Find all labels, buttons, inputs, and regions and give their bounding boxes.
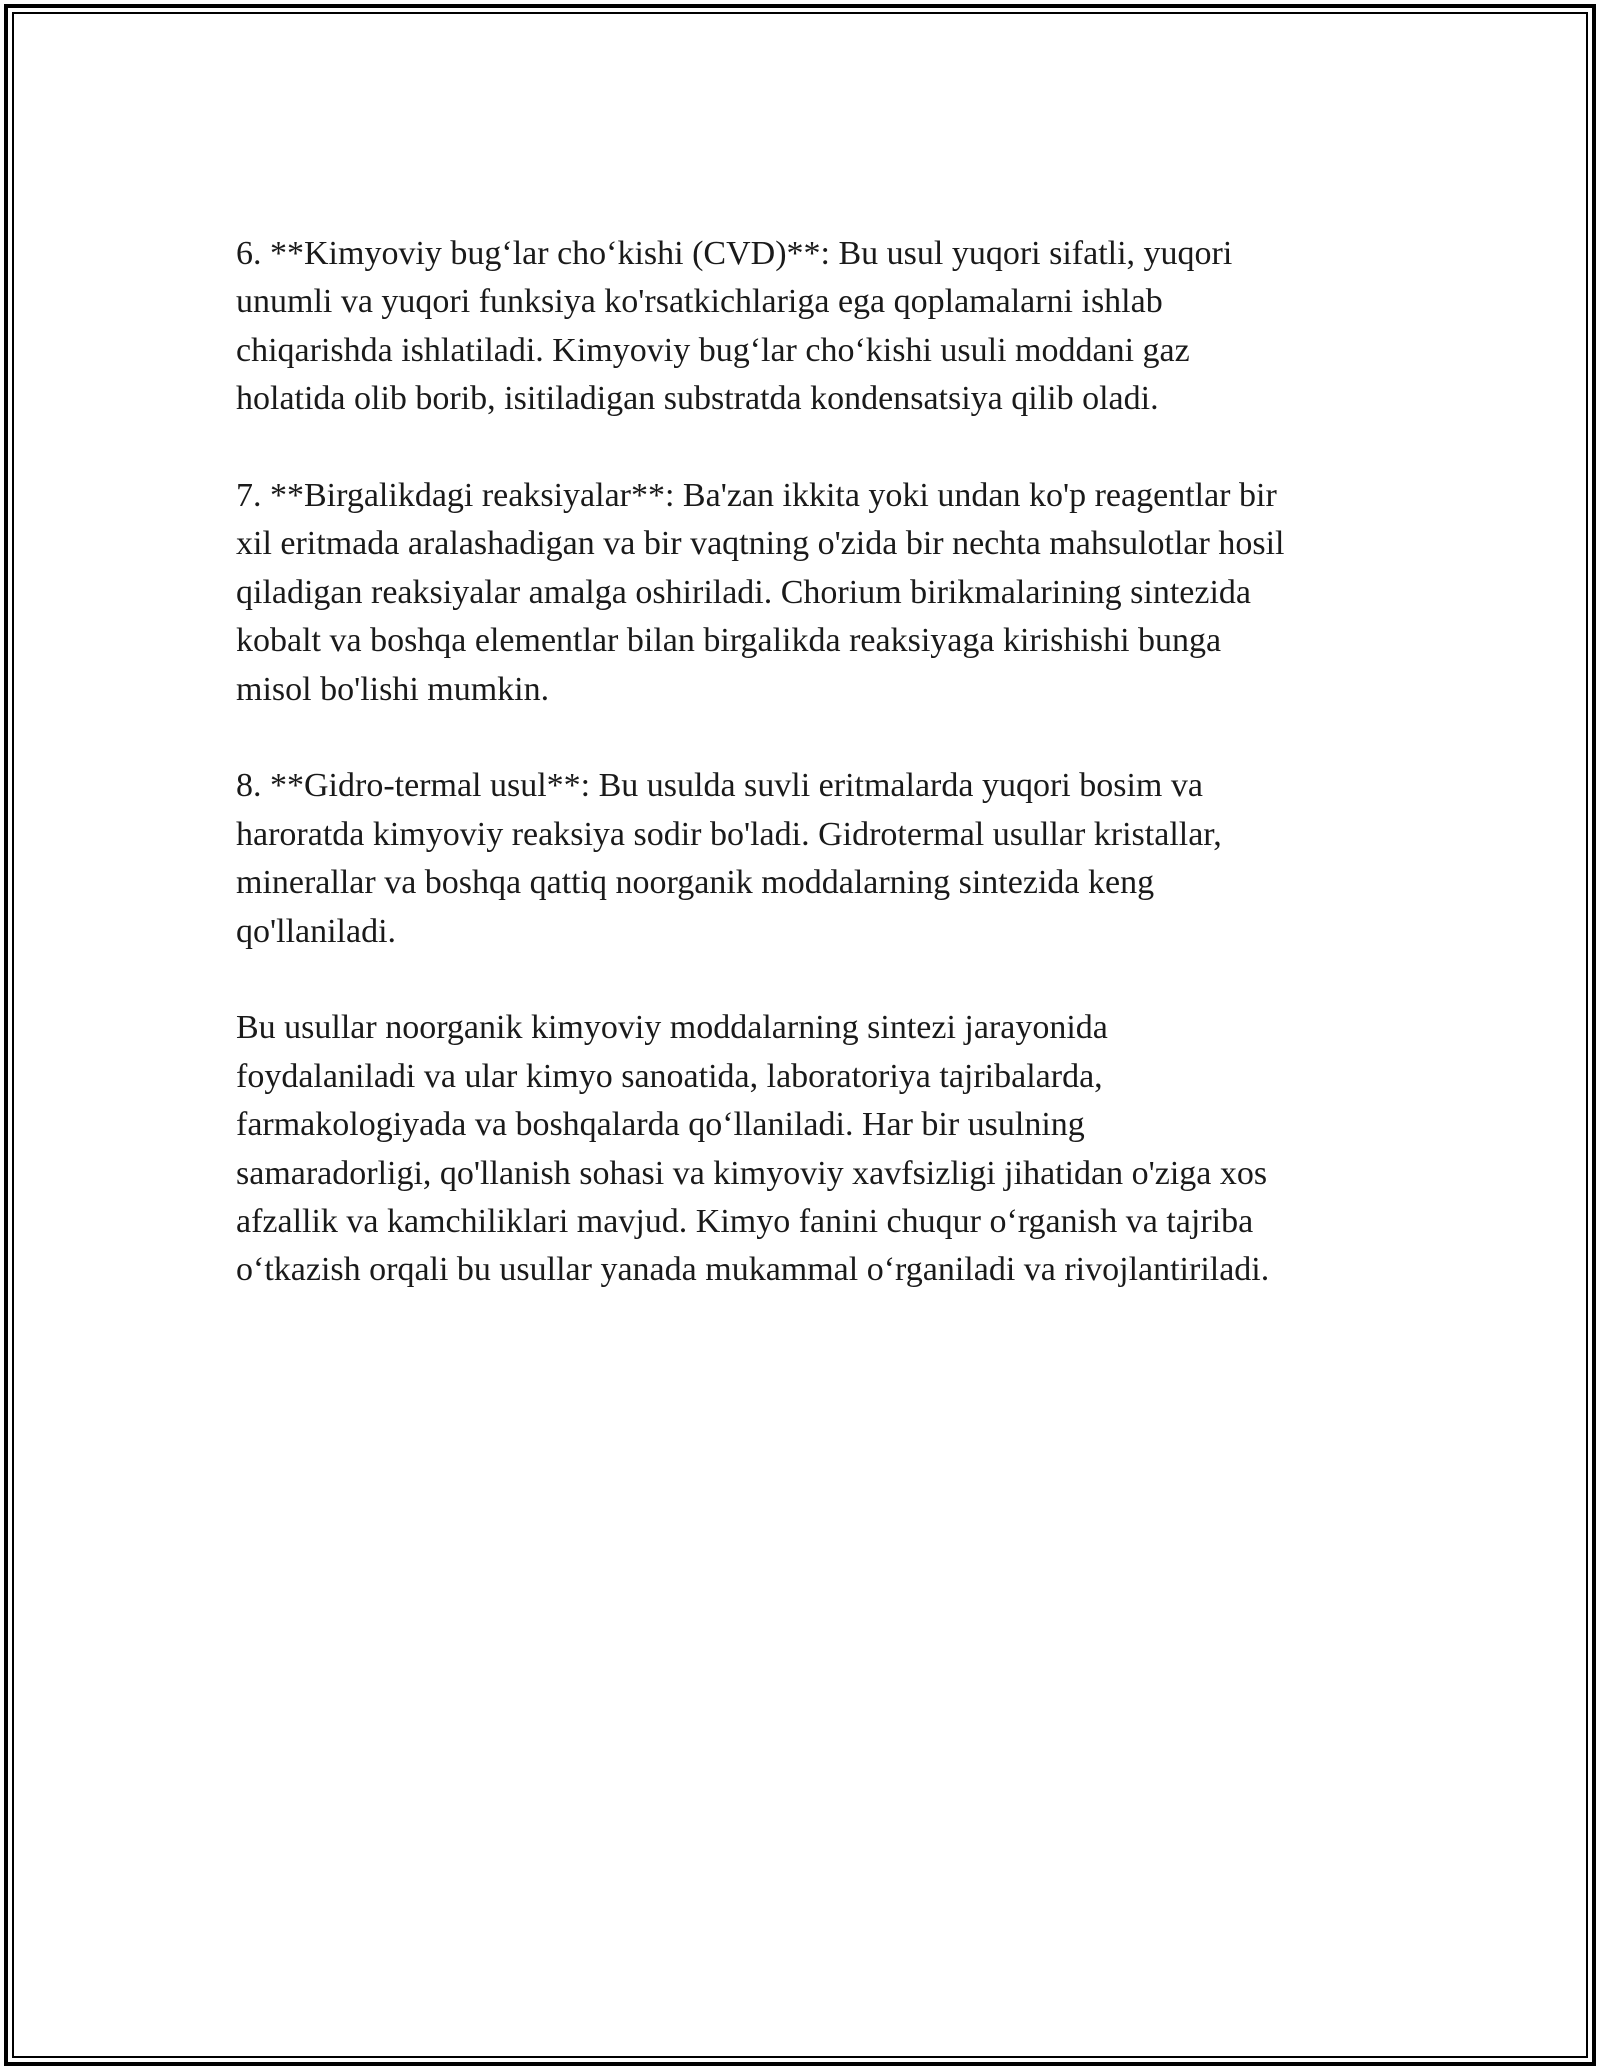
paragraph-joint-reactions: 7. **Birgalikdagi reaksiyalar**: Ba'zan ikkita yoki undan ko'p reagentlar bir xil eritmada aralashadigan va bir vaqtning o'zida bir nechta mahsulotlar hosil qiladigan reaksiyalar amalga oshiriladi. Chorium birikmalarining sintezida kobalt va boshqa elementlar bilan birgalikda reaksiyaga kirishishi bunga misol bo'lishi mumkin.: [236, 477, 1285, 708]
paragraph-conclusion: Bu usullar noorganik kimyoviy moddalarning sintezi jarayonida foydalaniladi va ular kimyo sanoatida, laboratoriya tajribalarda, farmakologiyada va boshqalarda qo‘llaniladi. Har bir usulning samaradorligi, qo'llanish sohasi va kimyoviy xavfsizligi jihatidan o'ziga xos afzallik va kamchiliklari mavjud. Kimyo fanini chuqur o‘rganish va tajriba o‘tkazish orqali bu usullar yanada mukammal o‘rganiladi va rivojlantiriladi.: [236, 1009, 1270, 1289]
document-body: [236, 230, 1386, 1343]
paragraph-cvd: 6. **Kimyoviy bug‘lar cho‘kishi (CVD)**: Bu usul yuqori sifatli, yuqori unumli va yuqori funksiya ko'rsatkichlariga ega qoplamalarni ishlab chiqarishda ishlatiladi. Kimyoviy bug‘lar cho‘kishi usuli moddani gaz holatida olib borib, isitiladigan substratda kondensatsiya qilib oladi.: [236, 235, 1233, 418]
paragraph-hydrothermal: 8. **Gidro-termal usul**: Bu usulda suvli eritmalarda yuqori bosim va haroratda kimyoviy reaksiya sodir bo'ladi. Gidrotermal usullar kristallar, minerallar va boshqa qattiq noorganik moddalarning sintezida keng qo'llaniladi.: [236, 767, 1222, 950]
